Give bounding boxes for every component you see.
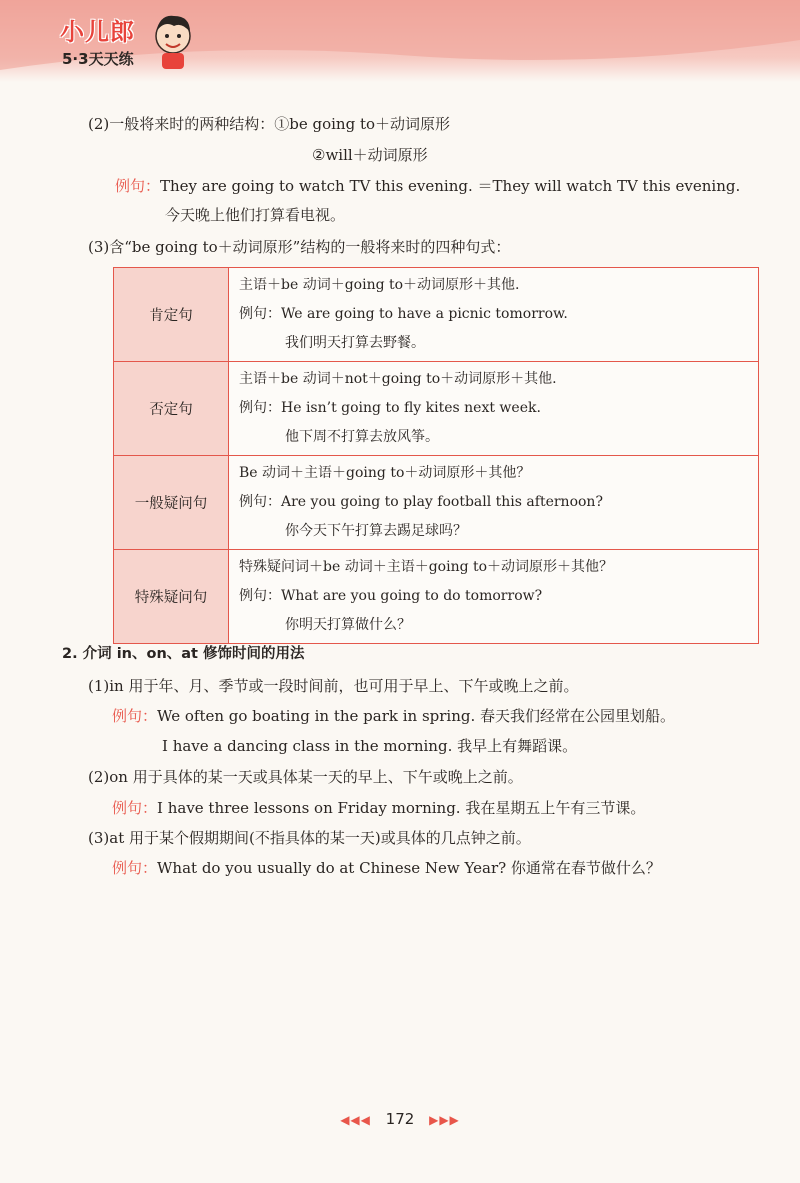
example-text-zh: 你明天打算做什么？ [285,617,411,633]
row-label-negative: 否定句 [114,362,229,456]
example-on [112,798,645,818]
example-text-en: They are going to watch TV this evening. ＝They will watch TV this evening. [160,177,741,195]
example-text-zh: 你今天下午打算去踢足球吗？ [285,523,467,539]
row-content [229,456,759,550]
example-label: 例句： [112,707,158,725]
example-label: 例句： [112,799,158,817]
rule-on: (2)on 用于具体的某一天或具体某一天的早上、下午或晚上之前。 [88,768,523,786]
table-row [114,550,759,644]
example-text-en: Are you going to play football this afternoon? [281,494,603,510]
four-sentence-forms-title: (3)含“be going to＋动词原形”结构的一般将来时的四种句式： [88,238,511,256]
example-in-2: I have a dancing class in the morning. 我早上有舞蹈课。 [162,737,578,755]
sentence-forms-table [113,267,759,644]
page-number: 172 [385,1110,415,1128]
brand-subtitle: 5·3天天练 [62,50,134,68]
structure-text: 主语＋be 动词＋not＋going to＋动词原形＋其他. [239,371,557,387]
example-text-zh: 我们明天打算去野餐。 [285,335,425,351]
table-row [114,362,759,456]
example-label: 例句： [115,177,161,195]
example-line [239,488,748,517]
row-label-affirmative: 肯定句 [114,268,229,362]
brand-logo [60,12,200,74]
structure-text: 特殊疑问词＋be 动词＋主语＋going to＋动词原形＋其他？ [239,559,614,575]
table-row [114,268,759,362]
example-label: 例句： [112,859,158,877]
example-text: What do you usually do at Chinese New Year? 你通常在春节做什么？ [157,859,661,877]
section-heading-prepositions: 2. 介词 in、on、at 修饰时间的用法 [62,646,305,662]
example-text-en: What are you going to do tomorrow? [281,588,543,604]
page-footer [0,1110,800,1128]
structure-text: Be 动词＋主语＋going to＋动词原形＋其他？ [239,465,531,481]
rule-at: (3)at 用于某个假期期间(不指具体的某一天)或具体的几点钟之前。 [88,829,531,847]
example-text: We often go boating in the park in spring. 春天我们经常在公园里划船。 [157,707,676,725]
example-at [112,858,661,878]
example-label: 例句： [239,494,281,510]
example-label: 例句： [239,400,281,416]
example-line [239,300,748,329]
structure-text: 主语＋be 动词＋going to＋动词原形＋其他. [239,277,520,293]
table-row [114,456,759,550]
example-line-en [115,176,740,196]
example-text: I have three lessons on Friday morning. 我在星期五上午有三节课。 [157,799,646,817]
row-label-wh-question: 特殊疑问句 [114,550,229,644]
brand-title: 小儿郎 [60,18,135,46]
example-line [239,582,748,611]
row-content [229,268,759,362]
row-label-yes-no-question: 一般疑问句 [114,456,229,550]
future-tense-structures: (2)一般将来时的两种结构：①be going to＋动词原形 [88,115,451,133]
example-text-en: He isn’t going to fly kites next week. [281,400,541,416]
example-in-1 [112,706,675,726]
right-arrows-icon: ▶▶▶ [429,1113,460,1127]
mascot-boy-icon [150,12,196,72]
example-text-en: We are going to have a picnic tomorrow. [281,306,568,322]
row-content [229,362,759,456]
example-label: 例句： [239,588,281,604]
left-arrows-icon: ◀◀◀ [340,1113,371,1127]
row-content [229,550,759,644]
example-text-zh: 今天晚上他们打算看电视。 [165,206,346,224]
future-tense-structure-will: ②will＋动词原形 [312,146,428,164]
example-text-zh: 他下周不打算去放风筝。 [285,429,439,445]
example-line [239,394,748,423]
example-label: 例句： [239,306,281,322]
rule-in: (1)in 用于年、月、季节或一段时间前，也可用于早上、下午或晚上之前。 [88,677,579,695]
